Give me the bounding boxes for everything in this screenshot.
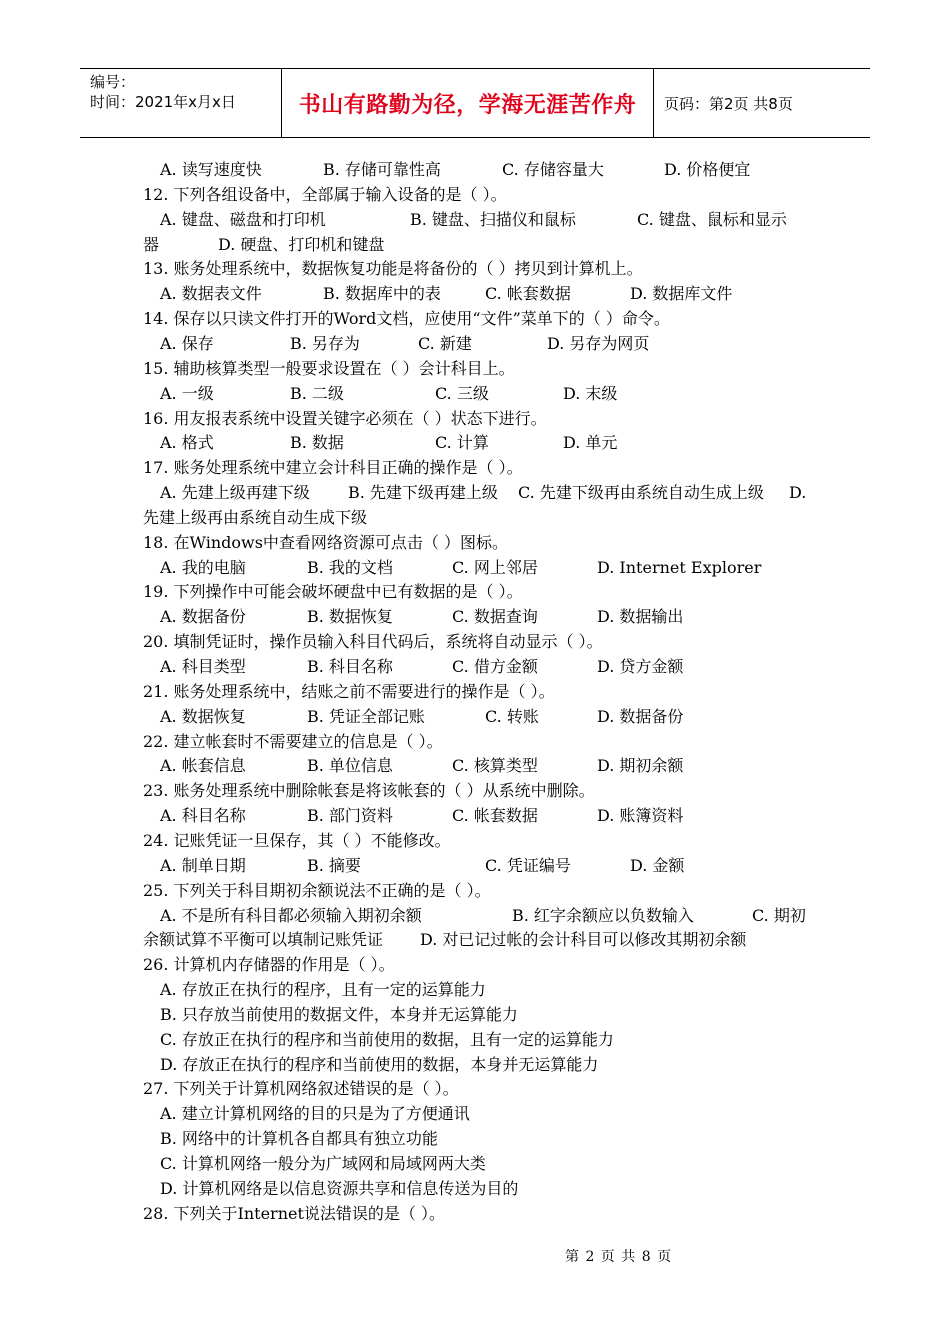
text-line: A. 帐套信息 xyxy=(160,756,246,775)
option-text: B. 二级 xyxy=(290,384,344,403)
option-text: C. 核算类型 xyxy=(452,756,538,775)
text-line: C. 计算机网络一般分为广域网和局域网两大类 xyxy=(160,1154,486,1173)
option-text: B. 另存为 xyxy=(290,334,360,353)
text-line: 16. 用友报表系统中设置关键字必须在（ ）状态下进行。 xyxy=(143,409,547,428)
text-line: 19. 下列操作中可能会破坏硬盘中已有数据的是（ ）。 xyxy=(143,582,523,601)
option-text: C. 帐套数据 xyxy=(485,284,571,303)
option-text: C. 先建下级再由系统自动生成上级 xyxy=(518,483,764,502)
text-line: 22. 建立帐套时不需要建立的信息是（ ）。 xyxy=(143,732,443,751)
option-text: B. 凭证全部记账 xyxy=(307,707,425,726)
option-text: C. 期初 xyxy=(752,906,806,925)
text-line: 余额试算不平衡可以填制记账凭证 xyxy=(143,930,384,949)
option-text: C. 转账 xyxy=(485,707,539,726)
text-line: A. 科目类型 xyxy=(160,657,246,676)
option-text: D. 对已记过帐的会计科目可以修改其期初余额 xyxy=(420,930,747,949)
option-text: C. 新建 xyxy=(418,334,472,353)
option-text: D. 单元 xyxy=(563,433,618,452)
option-text: D. 数据库文件 xyxy=(630,284,733,303)
text-line: 28. 下列关于Internet说法错误的是（ ）。 xyxy=(143,1204,445,1223)
option-text: C. 网上邻居 xyxy=(452,558,538,577)
text-line: 先建上级再由系统自动生成下级 xyxy=(143,508,368,527)
header-page-info-cell xyxy=(654,69,870,137)
option-text: B. 单位信息 xyxy=(307,756,393,775)
text-line: 25. 下列关于科目期初余额说法不正确的是（ ）。 xyxy=(143,881,491,900)
text-line: A. 数据备份 xyxy=(160,607,246,626)
text-line: D. 计算机网络是以信息资源共享和信息传送为目的 xyxy=(160,1179,519,1198)
page-header xyxy=(80,68,870,138)
text-line: 14. 保存以只读文件打开的Word文档，应使用“文件”菜单下的（ ）命令。 xyxy=(143,309,670,328)
option-text: B. 摘要 xyxy=(307,856,361,875)
text-line: A. 数据恢复 xyxy=(160,707,246,726)
text-line: 12. 下列各组设备中，全部属于输入设备的是（ ）。 xyxy=(143,185,507,204)
text-line: A. 不是所有科目都必须输入期初余额 xyxy=(160,906,422,925)
text-line: D. 存放正在执行的程序和当前使用的数据，本身并无运算能力 xyxy=(160,1055,599,1074)
text-line: 27. 下列关于计算机网络叙述错误的是（ ）。 xyxy=(143,1079,459,1098)
option-text: C. 键盘、鼠标和显示 xyxy=(637,210,787,229)
text-line: A. 我的电脑 xyxy=(160,558,246,577)
text-line: 15. 辅助核算类型一般要求设置在（ ）会计科目上。 xyxy=(143,359,515,378)
option-text: D. 贷方金额 xyxy=(597,657,684,676)
text-line: 24. 记账凭证一旦保存，其（ ）不能修改。 xyxy=(143,831,451,850)
text-line: 23. 账务处理系统中删除帐套是将该帐套的（ ）从系统中删除。 xyxy=(143,781,595,800)
option-text: D. 数据备份 xyxy=(597,707,684,726)
text-line: 13. 账务处理系统中，数据恢复功能是将备份的（ ）拷贝到计算机上。 xyxy=(143,259,643,278)
option-text: D. 金额 xyxy=(630,856,685,875)
option-text: B. 我的文档 xyxy=(307,558,393,577)
page-footer: 第 2 页 共 8 页 xyxy=(565,1249,673,1265)
option-text: D. 价格便宜 xyxy=(664,160,751,179)
text-line: 18. 在Windows中查看网络资源可点击（ ）图标。 xyxy=(143,533,508,552)
option-text: C. 计算 xyxy=(435,433,489,452)
text-line: A. 建立计算机网络的目的只是为了方便通讯 xyxy=(160,1104,470,1123)
option-text: D. 末级 xyxy=(563,384,618,403)
text-line: B. 网络中的计算机各自都具有独立功能 xyxy=(160,1129,438,1148)
text-line: 20. 填制凭证时，操作员输入科目代码后，系统将自动显示（ ）。 xyxy=(143,632,603,651)
header-page-info: 页码：第2页 共8页 xyxy=(664,94,793,113)
text-line: A. 存放正在执行的程序，且有一定的运算能力 xyxy=(160,980,486,999)
document-number-label: 编号： xyxy=(90,73,136,91)
text-line: A. 键盘、磁盘和打印机 xyxy=(160,210,326,229)
option-text: D. Internet Explorer xyxy=(597,558,762,577)
option-text: C. 凭证编号 xyxy=(485,856,571,875)
text-line: 21. 账务处理系统中，结账之前不需要进行的操作是（ ）。 xyxy=(143,682,555,701)
option-text: D. 账簿资料 xyxy=(597,806,684,825)
option-text: C. 帐套数据 xyxy=(452,806,538,825)
option-text: B. 存储可靠性高 xyxy=(323,160,441,179)
option-text: C. 借方金额 xyxy=(452,657,538,676)
option-text: D. 另存为网页 xyxy=(547,334,650,353)
text-line: A. 读写速度快 xyxy=(160,160,262,179)
text-line: 器 xyxy=(143,235,160,254)
text-line: A. 格式 xyxy=(160,433,214,452)
text-line: A. 保存 xyxy=(160,334,214,353)
header-motto: 书山有路勤为径，学海无涯苦作舟 xyxy=(298,92,637,118)
text-line: 17. 账务处理系统中建立会计科目正确的操作是（ ）。 xyxy=(143,458,523,477)
option-text: B. 红字余额应以负数输入 xyxy=(512,906,694,925)
document-time: 时间：2021年x月x日 xyxy=(90,93,236,111)
option-text: D. xyxy=(789,483,807,502)
option-text: B. 数据恢复 xyxy=(307,607,393,626)
text-line: A. 制单日期 xyxy=(160,856,246,875)
text-line: B. 只存放当前使用的数据文件，本身并无运算能力 xyxy=(160,1005,518,1024)
option-text: B. 键盘、扫描仪和鼠标 xyxy=(410,210,576,229)
text-line: A. 一级 xyxy=(160,384,214,403)
text-line: C. 存放正在执行的程序和当前使用的数据，且有一定的运算能力 xyxy=(160,1030,614,1049)
text-line: A. 数据表文件 xyxy=(160,284,262,303)
header-meta xyxy=(80,69,282,137)
text-line: A. 先建上级再建下级 xyxy=(160,483,310,502)
option-text: B. 数据 xyxy=(290,433,344,452)
option-text: D. 期初余额 xyxy=(597,756,684,775)
option-text: B. 先建下级再建上级 xyxy=(348,483,498,502)
option-text: C. 三级 xyxy=(435,384,489,403)
option-text: D. 硬盘、打印机和键盘 xyxy=(218,235,385,254)
option-text: D. 数据输出 xyxy=(597,607,684,626)
option-text: C. 存储容量大 xyxy=(502,160,604,179)
header-motto-cell xyxy=(282,69,654,137)
text-line: A. 科目名称 xyxy=(160,806,246,825)
option-text: C. 数据查询 xyxy=(452,607,538,626)
option-text: B. 数据库中的表 xyxy=(323,284,441,303)
option-text: B. 科目名称 xyxy=(307,657,393,676)
text-line: 26. 计算机内存储器的作用是（ ）。 xyxy=(143,955,395,974)
option-text: B. 部门资料 xyxy=(307,806,393,825)
